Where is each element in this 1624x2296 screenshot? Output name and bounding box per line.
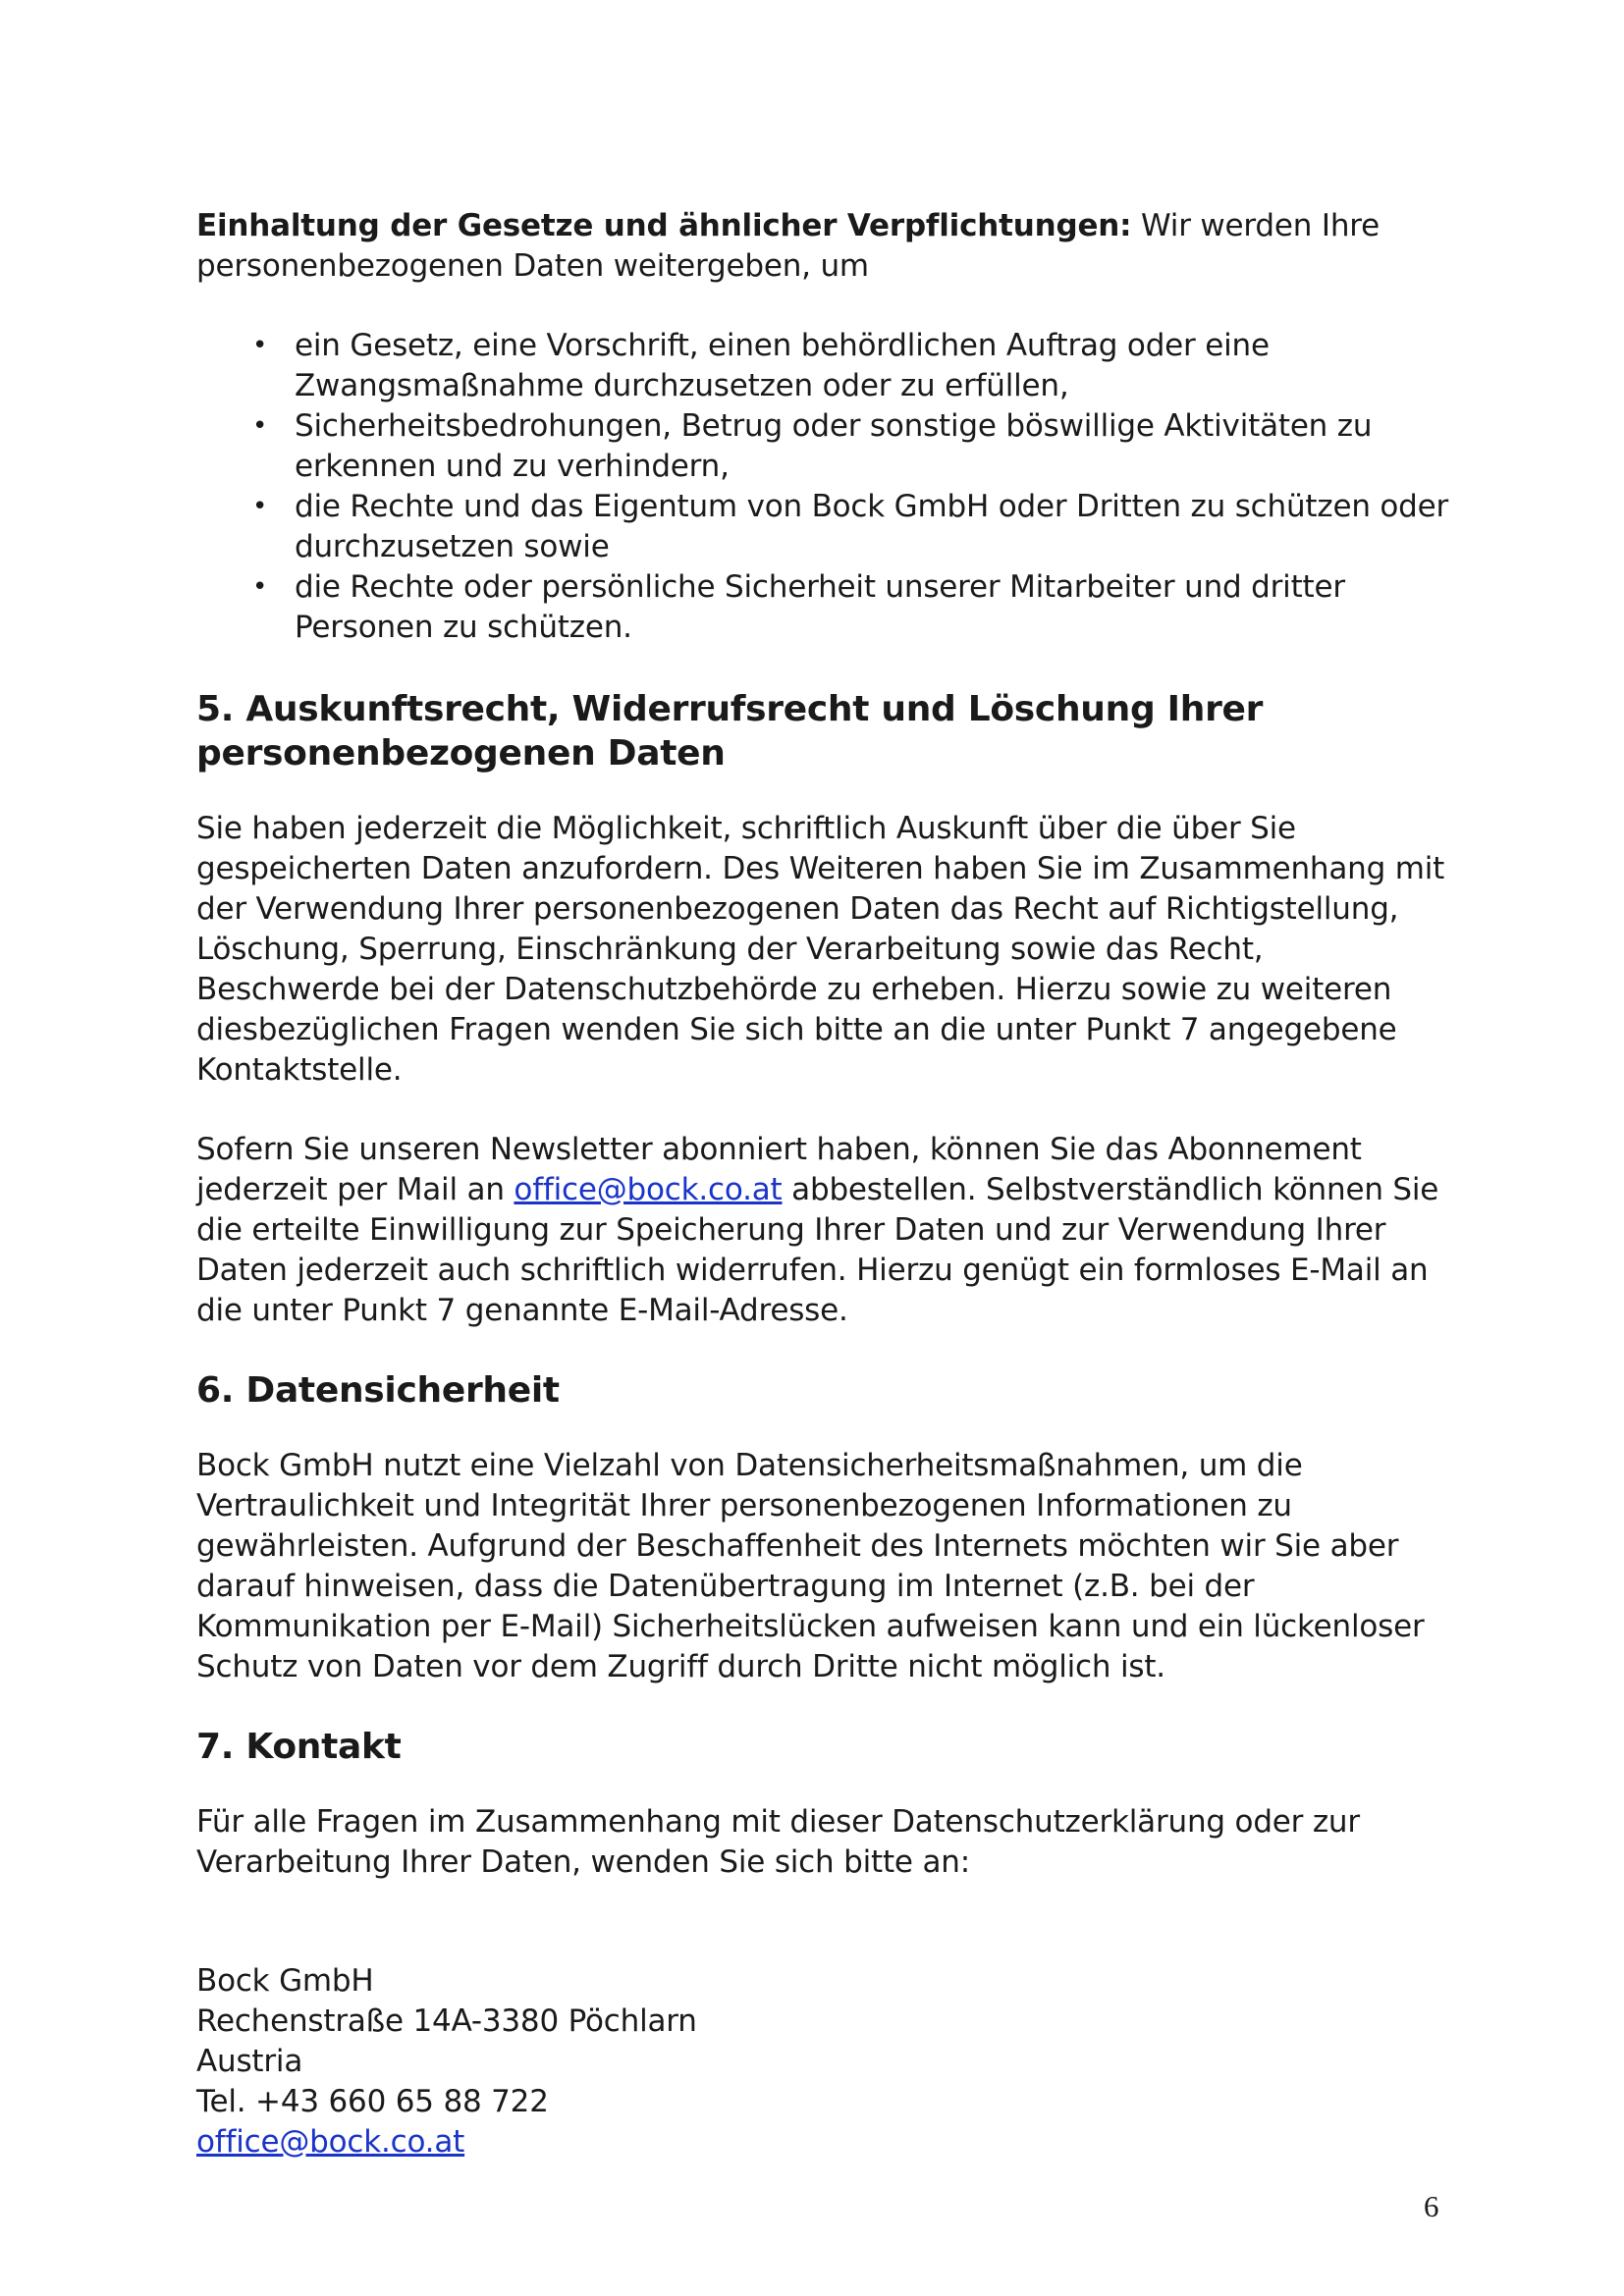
newsletter-email-link[interactable]: office@bock.co.at: [514, 1172, 783, 1207]
list-item: • die Rechte oder persönliche Sicherheit unserer Mitarbeiter und dritter Personen zu schützen.: [252, 569, 1345, 645]
section-5-paragraph-1: Sie haben jederzeit die Möglichkeit, schriftlich Auskunft über die über Sie gespeicherten Daten anzufordern. Des Weiteren haben Sie im Zusammenhang mit der Verwendung Ihrer personenbezogenen Daten das Recht auf Richtigstellung, Löschung, Sperrung, Einschränkung der Verarbeitung sowie das Recht, Beschwerde bei der Datenschutzbehörde zu erheben. Hierzu sowie zu weiteren diesbezüglichen Fragen wenden Sie sich bitte an die unter Punkt 7 angegebene Kontaktstelle.: [196, 811, 1445, 1088]
page-number: 6: [1424, 2189, 1439, 2223]
phone-number: Tel. +43 660 65 88 722: [196, 2084, 549, 2119]
section-5-heading: 5. Auskunftsrecht, Widerrufsrecht und Löschung Ihrer personenbezogenen Daten: [196, 689, 1264, 774]
section-5-paragraph-2: Sofern Sie unseren Newsletter abonniert haben, können Sie das Abonnement jederzeit per Mail an office@bock.co.at abbestellen. Selbstverständlich können Sie die erteilte Einwilligung zur Speicherung Ihrer Daten und zur Verwendung Ihrer Daten jederzeit auch schriftlich widerrufen. Hierzu genügt ein formloses E-Mail an die unter Punkt 7 genannte E-Mail-Adresse.: [196, 1132, 1439, 1328]
contact-address: [196, 1961, 1453, 2163]
contact-email-link[interactable]: office@bock.co.at: [196, 2124, 465, 2160]
section-7-paragraph: Für alle Fragen im Zusammenhang mit dieser Datenschutzerklärung oder zur Verarbeitung Ihrer Daten, wenden Sie sich bitte an:: [196, 1804, 1360, 1880]
list-item: • ein Gesetz, eine Vorschrift, einen behördlichen Auftrag oder eine Zwangsmaßnahme durchzusetzen oder zu erfüllen,: [252, 328, 1270, 403]
intro-lead-text: Wir werden Ihre personenbezogenen Daten weitergeben, um: [196, 208, 1380, 284]
section-6-paragraph: Bock GmbH nutzt eine Vielzahl von Datensicherheitsmaßnahmen, um die Vertraulichkeit und Integrität Ihrer personenbezogenen Informationen zu gewährleisten. Aufgrund der Beschaffenheit des Internets möchten wir Sie aber darauf hinweisen, dass die Datenübertragung im Internet (z.B. bei der Kommunikation per E-Mail) Sicherheitslücken aufweisen kann und ein lückenloser Schutz von Daten vor dem Zugriff durch Dritte nicht möglich ist.: [196, 1448, 1425, 1684]
section-6-heading: 6. Datensicherheit: [196, 1370, 560, 1411]
company-name: Bock GmbH: [196, 1963, 374, 1999]
list-item: • die Rechte und das Eigentum von Bock GmbH oder Dritten zu schützen oder durchzusetzen sowie: [252, 489, 1449, 564]
intro-paragraph: [196, 206, 1453, 287]
document-page: [196, 206, 1453, 2163]
street-address: Rechenstraße 14A-3380 Pöchlarn: [196, 2003, 697, 2039]
bullet-icon: •: [252, 411, 268, 441]
bullet-icon: •: [252, 331, 268, 360]
section-7-heading: 7. Kontakt: [196, 1727, 402, 1767]
list-item: • Sicherheitsbedrohungen, Betrug oder sonstige böswillige Aktivitäten zu erkennen und zu verhindern,: [252, 408, 1373, 484]
obligations-list: [196, 326, 1453, 648]
bullet-icon: •: [252, 492, 268, 521]
country: Austria: [196, 2044, 303, 2079]
intro-lead-bold: Einhaltung der Gesetze und ähnlicher Verpflichtungen:: [196, 208, 1132, 243]
bullet-icon: •: [252, 572, 268, 602]
